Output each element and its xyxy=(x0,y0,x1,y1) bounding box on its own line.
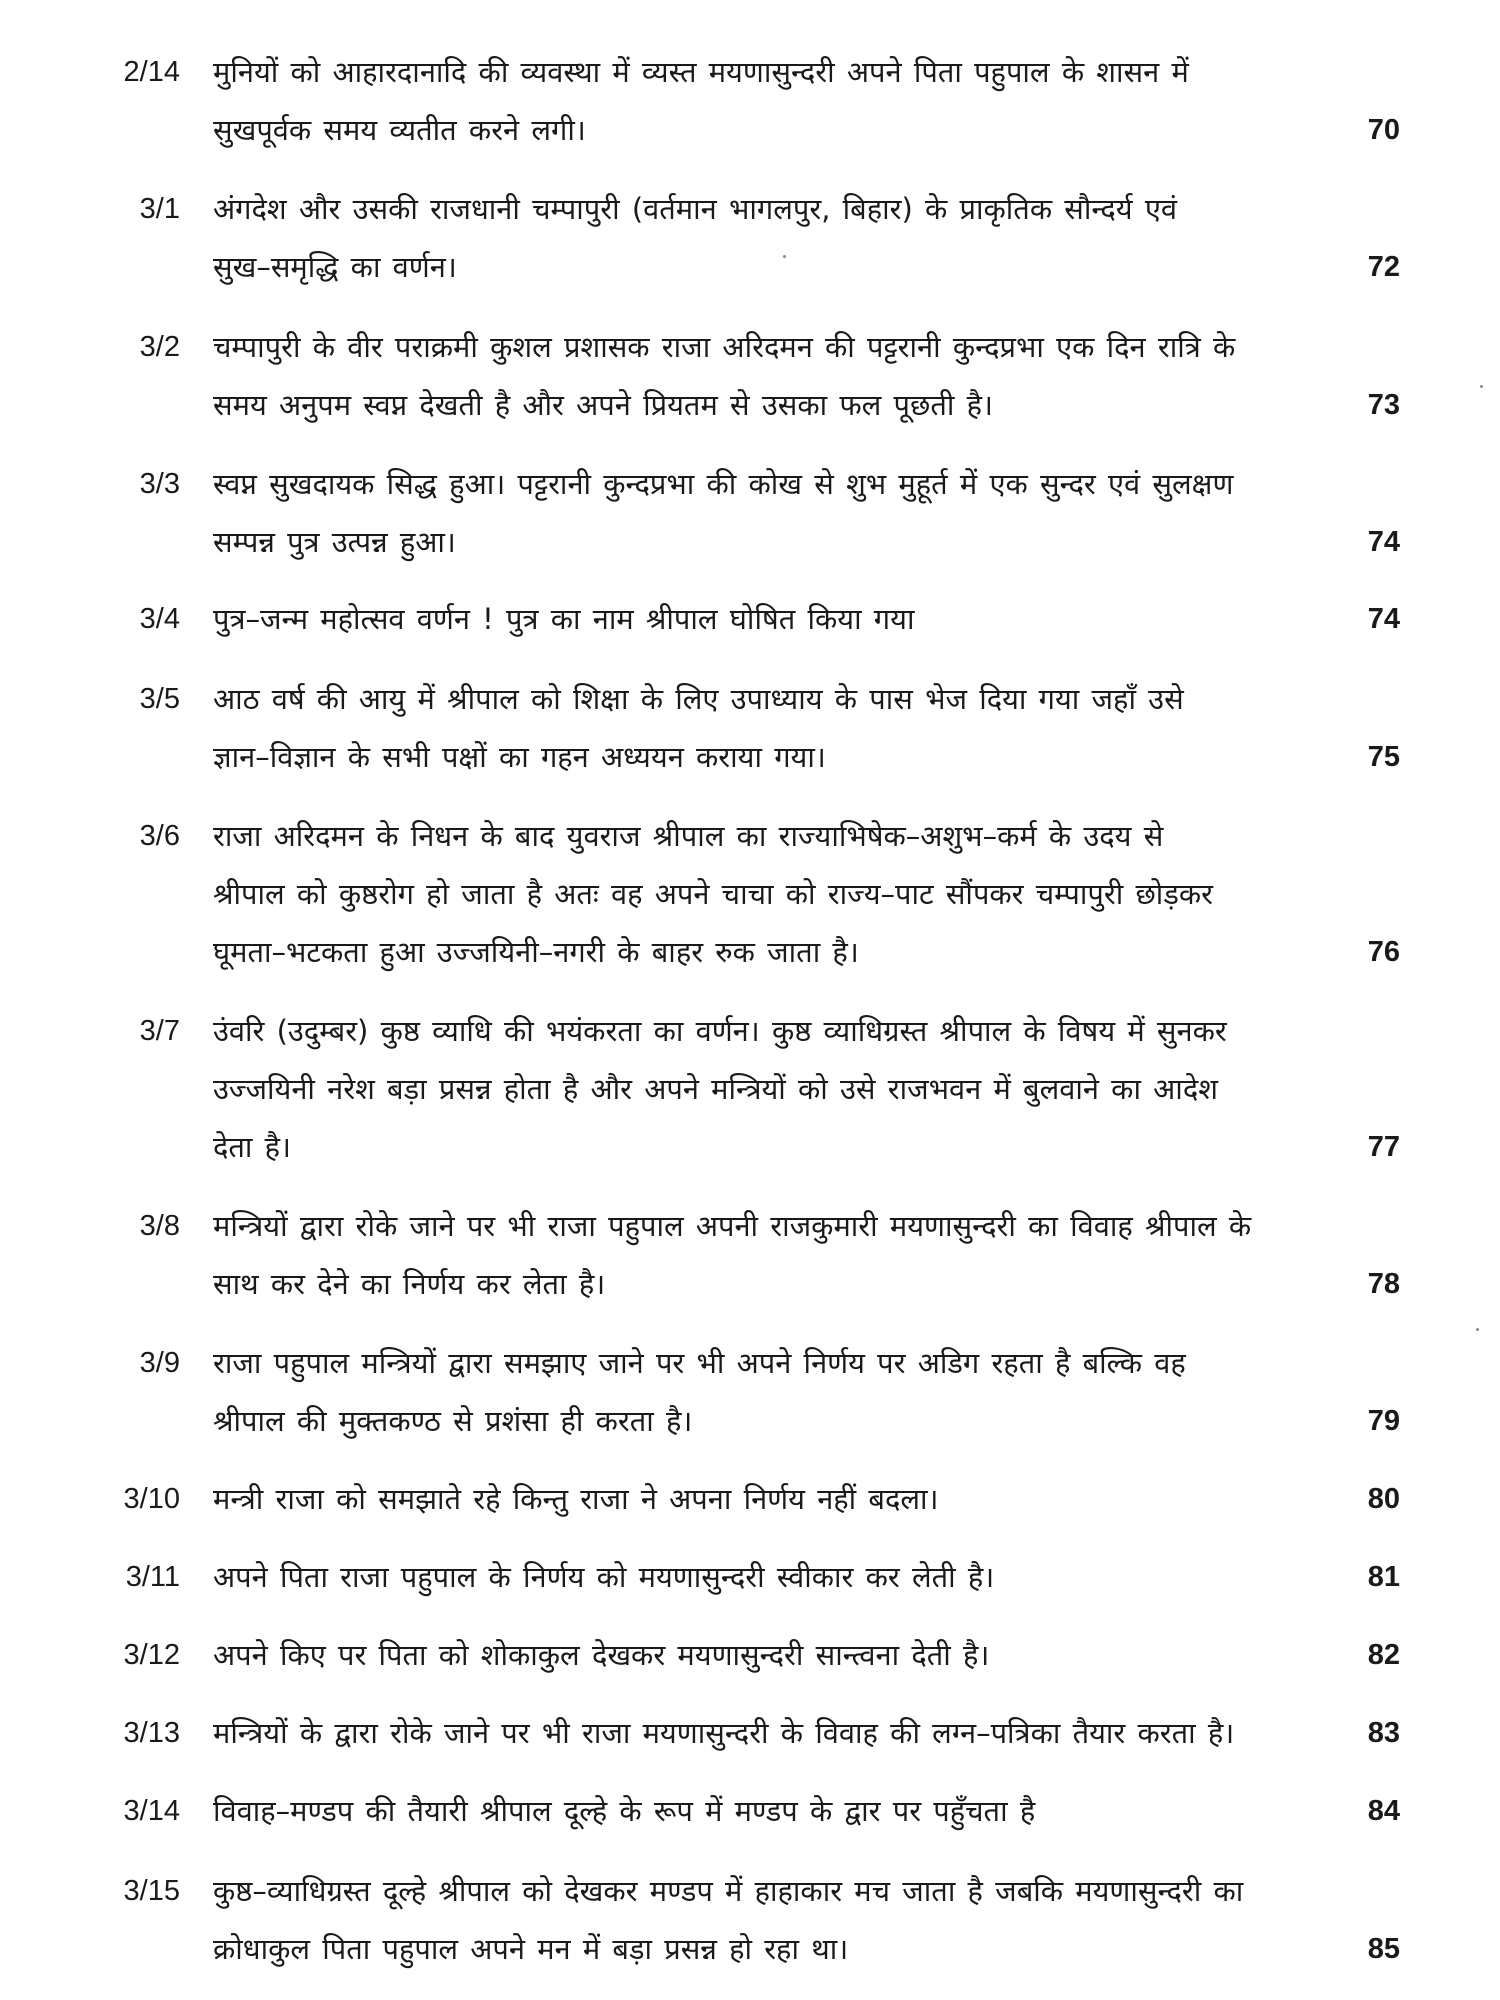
entry-description xyxy=(213,43,1303,159)
entry-number: 3/9 xyxy=(139,1347,180,1379)
entry-line: पुत्र–जन्म महोत्सव वर्णन ! पुत्र का नाम श्रीपाल घोषित किया गया xyxy=(213,602,915,636)
entry-line: राजा पहुपाल मन्त्रियों द्वारा समझाए जाने पर भी अपने निर्णय पर अडिग रहता है बल्कि वह xyxy=(213,1346,1186,1380)
entry-page-number: 79 xyxy=(1367,1405,1400,1437)
entry-description xyxy=(213,1002,1303,1176)
entry-number: 3/4 xyxy=(139,603,180,635)
entry-line: विवाह–मण्डप की तैयारी श्रीपाल दूल्हे के रूप में मण्डप के द्वार पर पहुँचता है xyxy=(213,1794,1036,1828)
entry-description xyxy=(213,590,1303,648)
entry-description xyxy=(213,807,1303,981)
entry-line: आठ वर्ष की आयु में श्रीपाल को शिक्षा के लिए उपाध्याय के पास भेज दिया गया जहाँ उसे xyxy=(213,682,1184,716)
entry-line: क्रोधाकुल पिता पहुपाल अपने मन में बड़ा प्रसन्न हो रहा था। xyxy=(213,1932,849,1966)
entry-page-number: 84 xyxy=(1367,1795,1400,1827)
entry-line: अपने पिता राजा पहुपाल के निर्णय को मयणासुन्दरी स्वीकार कर लेती है। xyxy=(213,1560,995,1594)
entry-number: 3/10 xyxy=(123,1483,180,1515)
entry-description xyxy=(213,318,1303,434)
entry-page-number: 74 xyxy=(1367,603,1400,635)
entry-page-number: 80 xyxy=(1367,1483,1400,1515)
entry-description xyxy=(213,670,1303,786)
entry-page-number: 83 xyxy=(1367,1717,1400,1749)
entry-description xyxy=(213,180,1303,296)
entry-number: 3/12 xyxy=(123,1639,180,1671)
entry-line: सुखपूर्वक समय व्यतीत करने लगी। xyxy=(213,113,586,147)
entry-line: उंवरि (उदुम्बर) कुष्ठ व्याधि की भयंकरता का वर्णन। कुष्ठ व्याधिग्रस्त श्रीपाल के विषय में सुनकर xyxy=(213,1014,1227,1048)
entry-page-number: 72 xyxy=(1367,251,1400,283)
entry-description xyxy=(213,1470,1303,1528)
entry-line: मुनियों को आहारदानादि की व्यवस्था में व्यस्त मयणासुन्दरी अपने पिता पहुपाल के शासन में xyxy=(213,55,1189,89)
entry-line: मन्त्रियों के द्वारा रोके जाने पर भी राजा मयणासुन्दरी के विवाह की लग्न–पत्रिका तैयार करता है। xyxy=(213,1716,1235,1750)
entry-number: 3/5 xyxy=(139,683,180,715)
entry-description xyxy=(213,1626,1303,1684)
entry-line: श्रीपाल को कुष्ठरोग हो जाता है अतः वह अपने चाचा को राज्य–पाट सौंपकर चम्पापुरी छोड़कर xyxy=(213,877,1213,911)
entry-page-number: 78 xyxy=(1367,1268,1400,1300)
entry-line: उज्जयिनी नरेश बड़ा प्रसन्न होता है और अपने मन्त्रियों को उसे राजभवन में बुलवाने का आदेश xyxy=(213,1072,1218,1106)
scan-speck xyxy=(783,255,786,258)
entry-number: 3/14 xyxy=(123,1795,180,1827)
entry-page-number: 85 xyxy=(1367,1933,1400,1965)
entry-page-number: 81 xyxy=(1367,1561,1400,1593)
entry-line: मन्त्री राजा को समझाते रहे किन्तु राजा ने अपना निर्णय नहीं बदला। xyxy=(213,1482,939,1516)
entry-line: कुष्ठ–व्याधिग्रस्त दूल्हे श्रीपाल को देखकर मण्डप में हाहाकार मच जाता है जबकि मयणासुन्दरी का xyxy=(213,1874,1244,1908)
entry-number: 3/7 xyxy=(139,1015,180,1047)
entry-line: समय अनुपम स्वप्न देखती है और अपने प्रियतम से उसका फल पूछती है। xyxy=(213,388,994,422)
entry-line: श्रीपाल की मुक्तकण्ठ से प्रशंसा ही करता है। xyxy=(213,1404,693,1438)
entry-line: स्वप्न सुखदायक सिद्ध हुआ। पट्टरानी कुन्दप्रभा की कोख से शुभ मुहूर्त में एक सुन्दर एवं सुलक्षण xyxy=(213,467,1234,501)
entry-number: 3/11 xyxy=(125,1561,180,1593)
entry-page-number: 74 xyxy=(1367,526,1400,558)
entry-line: ज्ञान–विज्ञान के सभी पक्षों का गहन अध्ययन कराया गया। xyxy=(213,740,826,774)
entry-description xyxy=(213,1862,1303,1978)
entry-line: साथ कर देने का निर्णय कर लेता है। xyxy=(213,1267,606,1301)
entry-description xyxy=(213,1782,1303,1840)
entry-line: सुख–समृद्धि का वर्णन। xyxy=(213,250,457,284)
entry-page-number: 77 xyxy=(1367,1131,1400,1163)
scan-speck xyxy=(1480,385,1483,388)
entry-line: राजा अरिदमन के निधन के बाद युवराज श्रीपाल का राज्याभिषेक–अशुभ–कर्म के उदय से xyxy=(213,819,1164,853)
entry-line: अंगदेश और उसकी राजधानी चम्पापुरी (वर्तमान भागलपुर, बिहार) के प्राकृतिक सौन्दर्य एवं xyxy=(213,192,1177,226)
entry-number: 3/1 xyxy=(139,193,180,225)
entry-line: मन्त्रियों द्वारा रोके जाने पर भी राजा पहुपाल अपनी राजकुमारी मयणासुन्दरी का विवाह श्रीपाल के xyxy=(213,1209,1252,1243)
entry-number: 3/8 xyxy=(139,1210,180,1242)
entry-number: 3/3 xyxy=(139,468,180,500)
entry-description xyxy=(213,1548,1303,1606)
entry-description xyxy=(213,1704,1303,1762)
scan-speck xyxy=(1476,1328,1479,1331)
entry-page-number: 82 xyxy=(1367,1639,1400,1671)
entry-number: 3/2 xyxy=(139,331,180,363)
entry-line: देता है। xyxy=(213,1130,292,1164)
entry-line: सम्पन्न पुत्र उत्पन्न हुआ। xyxy=(213,525,456,559)
entry-description xyxy=(213,455,1303,571)
entry-page-number: 73 xyxy=(1367,389,1400,421)
entry-page-number: 70 xyxy=(1367,114,1400,146)
entry-number: 3/15 xyxy=(123,1875,180,1907)
entry-line: अपने किए पर पिता को शोकाकुल देखकर मयणासुन्दरी सान्त्वना देती है। xyxy=(213,1638,990,1672)
entry-page-number: 76 xyxy=(1367,936,1400,968)
entry-number: 2/14 xyxy=(123,56,180,88)
entry-page-number: 75 xyxy=(1367,741,1400,773)
entry-description xyxy=(213,1197,1303,1313)
entry-description xyxy=(213,1334,1303,1450)
entry-number: 3/13 xyxy=(123,1717,180,1749)
entry-line: घूमता–भटकता हुआ उज्जयिनी–नगरी के बाहर रुक जाता है। xyxy=(213,935,859,969)
entry-line: चम्पापुरी के वीर पराक्रमी कुशल प्रशासक राजा अरिदमन की पट्टरानी कुन्दप्रभा एक दिन रात्रि के xyxy=(213,330,1236,364)
entry-number: 3/6 xyxy=(139,820,180,852)
